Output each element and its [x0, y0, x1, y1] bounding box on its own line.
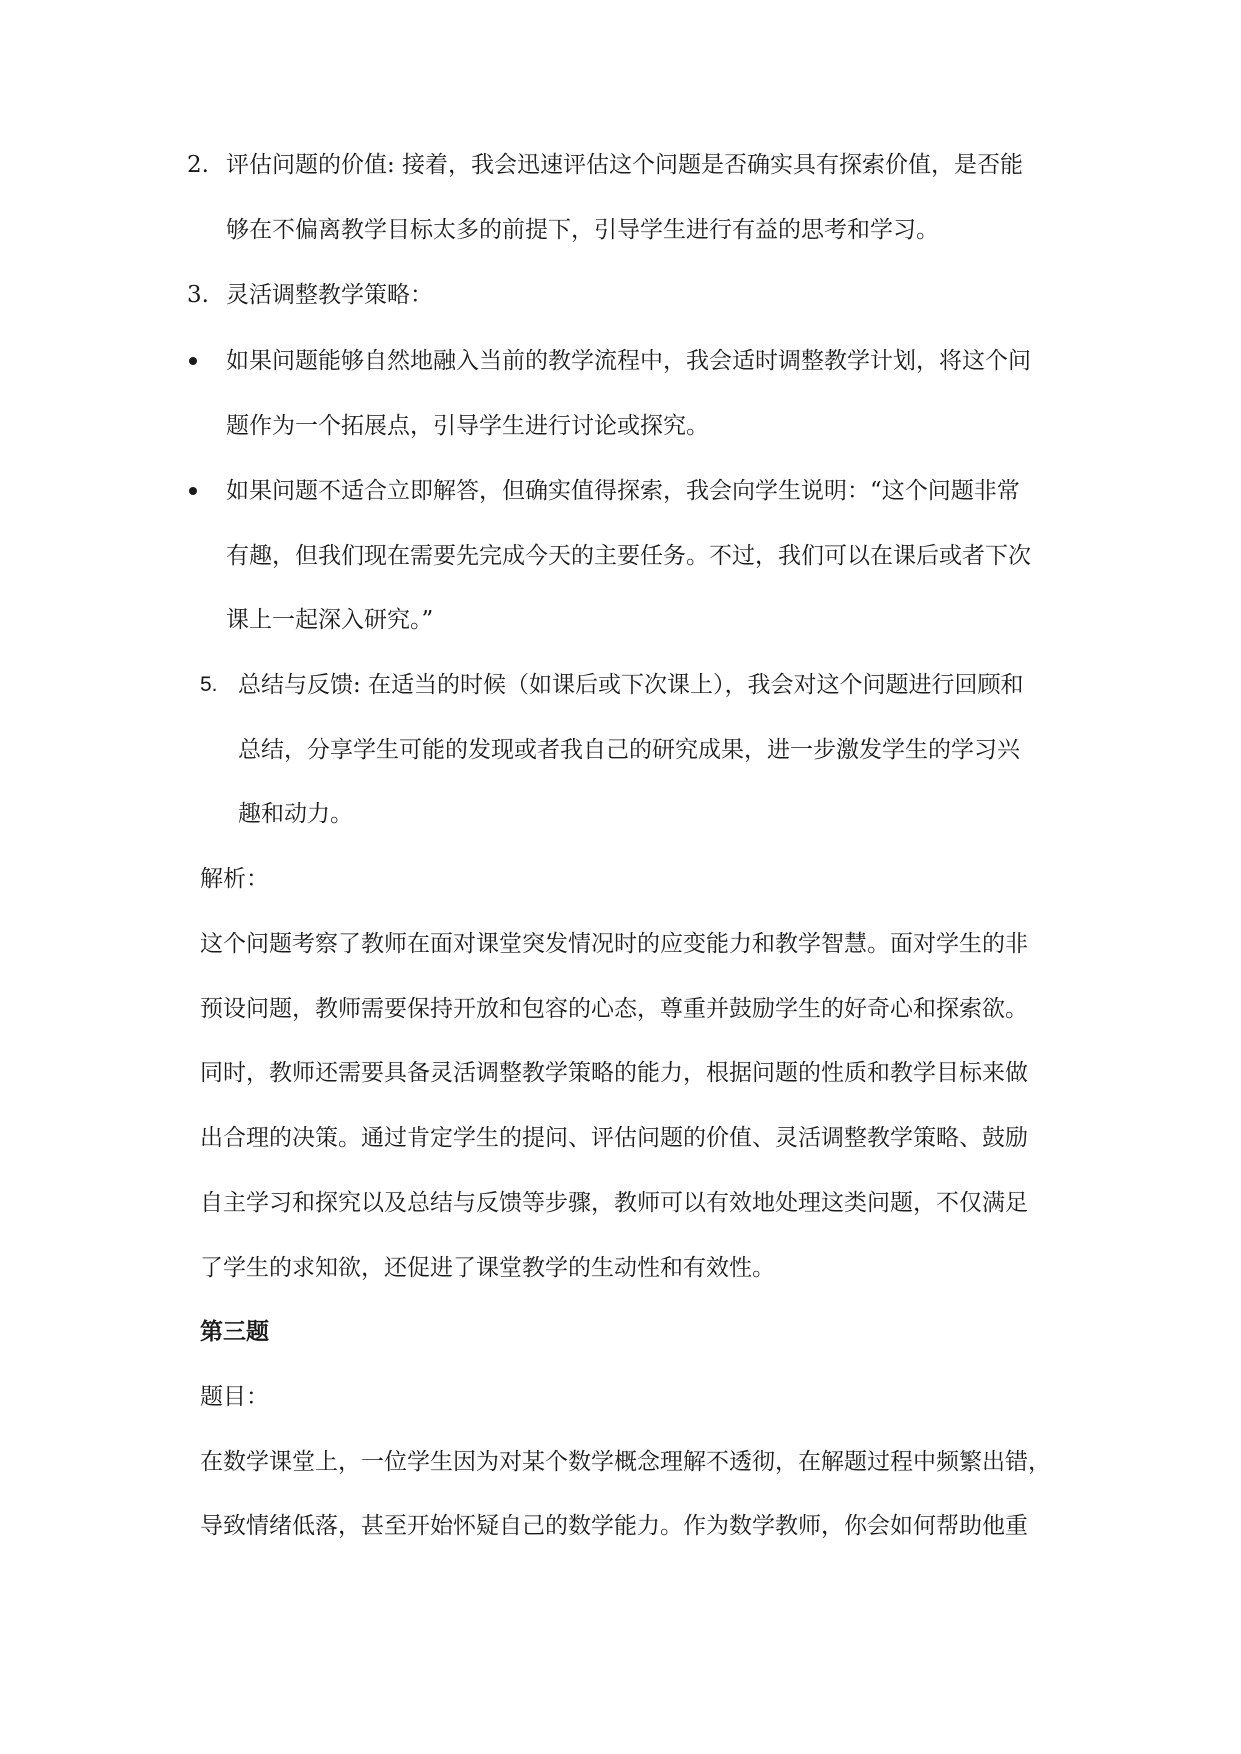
- item3-line-1: 灵活调整教学策略：: [226, 282, 433, 308]
- bullet2-line-1: 如果问题不适合立即解答，但确实值得探索，我会向学生说明：“这个问题非常: [226, 478, 1020, 504]
- analysis-line-5: 自主学习和探究以及总结与反馈等步骤，教师可以有效地处理这类问题，不仅满足: [200, 1190, 1028, 1216]
- analysis-line-4: 出合理的决策。通过肯定学生的提问、评估问题的价值、灵活调整教学策略、鼓励: [200, 1125, 1028, 1151]
- analysis-line-2: 预设问题，教师需要保持开放和包容的心态，尊重并鼓励学生的好奇心和探索欲。: [200, 996, 1028, 1022]
- bullet-dot: [189, 357, 197, 365]
- bullet2-line-3: 课上一起深入研究。”: [226, 607, 434, 633]
- bullet-dot: [189, 487, 197, 495]
- analysis-line-3: 同时，教师还需要具备灵活调整教学策略的能力，根据问题的性质和教学目标来做: [200, 1060, 1028, 1086]
- list-number-5: 5.: [200, 673, 218, 696]
- list-number-2: 2.: [187, 152, 209, 178]
- item5-line-1: 总结与反馈: 在适当的时候（如课后或下次课上），我会对这个问题进行回顾和: [238, 672, 1024, 698]
- question3-line-1: 在数学课堂上，一位学生因为对某个数学概念理解不透彻，在解题过程中频繁出错，: [200, 1449, 1051, 1475]
- item2-line-2: 够在不偏离教学目标太多的前提下，引导学生进行有益的思考和学习。: [226, 217, 939, 243]
- bullet1-line-2: 题作为一个拓展点，引导学生进行讨论或探究。: [226, 413, 709, 439]
- item5-line-3: 趣和动力。: [238, 801, 353, 827]
- bullet2-line-2: 有趣，但我们现在需要先完成今天的主要任务。不过，我们可以在课后或者下次: [226, 543, 1031, 569]
- section-heading: 第三题: [200, 1318, 269, 1345]
- analysis-line-6: 了学生的求知欲，还促进了课堂教学的生动性和有效性。: [200, 1255, 775, 1281]
- analysis-line-1: 这个问题考察了教师在面对课堂突发情况时的应变能力和教学智慧。面对学生的非: [200, 931, 1028, 957]
- item2-line-1: 评估问题的价值: 接着，我会迅速评估这个问题是否确实具有探索价值，是否能: [226, 152, 1024, 178]
- question-label: 题目：: [200, 1384, 269, 1410]
- bullet1-line-1: 如果问题能够自然地融入当前的教学流程中，我会适时调整教学计划，将这个问: [226, 348, 1031, 374]
- analysis-label: 解析：: [200, 866, 269, 892]
- list-number-3: 3.: [187, 282, 209, 308]
- item5-line-2: 总结，分享学生可能的发现或者我自己的研究成果，进一步激发学生的学习兴: [238, 737, 1020, 763]
- question3-line-2: 导致情绪低落，甚至开始怀疑自己的数学能力。作为数学教师，你会如何帮助他重: [200, 1513, 1028, 1539]
